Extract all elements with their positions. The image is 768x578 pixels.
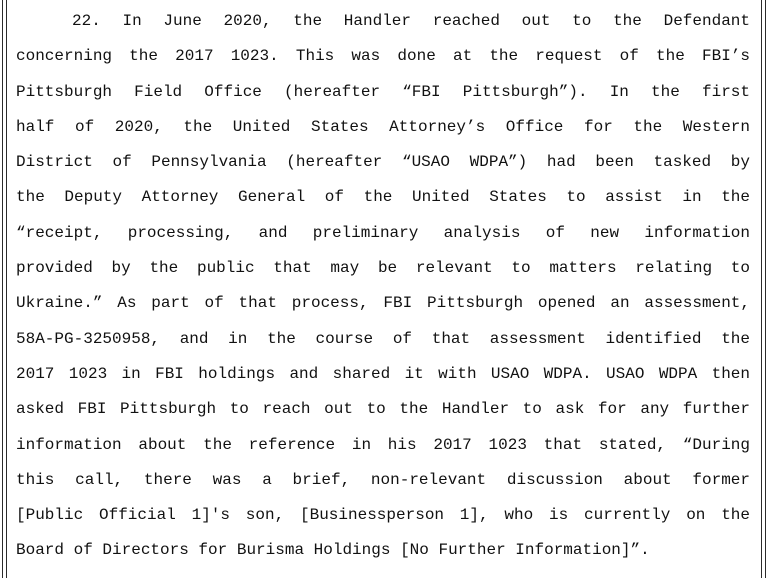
right-margin-rule-outer xyxy=(765,0,766,578)
text-line: this call, there was a brief, non-relevant discussion about former xyxy=(16,470,750,489)
text-line: provided by the public that may be relevant to matters relating to xyxy=(16,259,750,278)
text-line: concerning the 2017 1023. This was done at the request of the FBI’s xyxy=(16,47,750,66)
text-line: [Public Official 1]'s son, [Businessperson 1], who is currently on the xyxy=(16,506,750,525)
text-line: Pittsburgh Field Office (hereafter “FBI Pittsburgh”). In the first xyxy=(16,82,750,101)
text-line: information about the reference in his 2017 1023 that stated, “During xyxy=(16,435,750,454)
right-margin-rule-inner xyxy=(761,0,762,578)
text-line: the Deputy Attorney General of the United States to assist in the xyxy=(16,188,750,207)
text-line: Ukraine.” As part of that process, FBI Pittsburgh opened an assessment, xyxy=(16,294,750,313)
text-line: 2017 1023 in FBI holdings and shared it with USAO WDPA. USAO WDPA then xyxy=(16,364,750,383)
text-line: 22. In June 2020, the Handler reached out to the Defendant xyxy=(72,12,750,30)
text-line: half of 2020, the United States Attorney’s Office for the Western xyxy=(16,117,750,136)
paragraph-22 xyxy=(16,8,750,573)
text-line: asked FBI Pittsburgh to reach out to the Handler to ask for any further xyxy=(16,400,750,419)
left-margin-rule-inner xyxy=(6,0,7,578)
text-line: Board of Directors for Burisma Holdings [No Further Information]”. xyxy=(16,541,650,560)
text-line: “receipt, processing, and preliminary analysis of new information xyxy=(16,223,750,242)
text-line: District of Pennsylvania (hereafter “USAO WDPA”) had been tasked by xyxy=(16,153,750,172)
left-margin-rule-outer xyxy=(2,0,3,578)
text-line: 58A-PG-3250958, and in the course of that assessment identified the xyxy=(16,329,750,348)
